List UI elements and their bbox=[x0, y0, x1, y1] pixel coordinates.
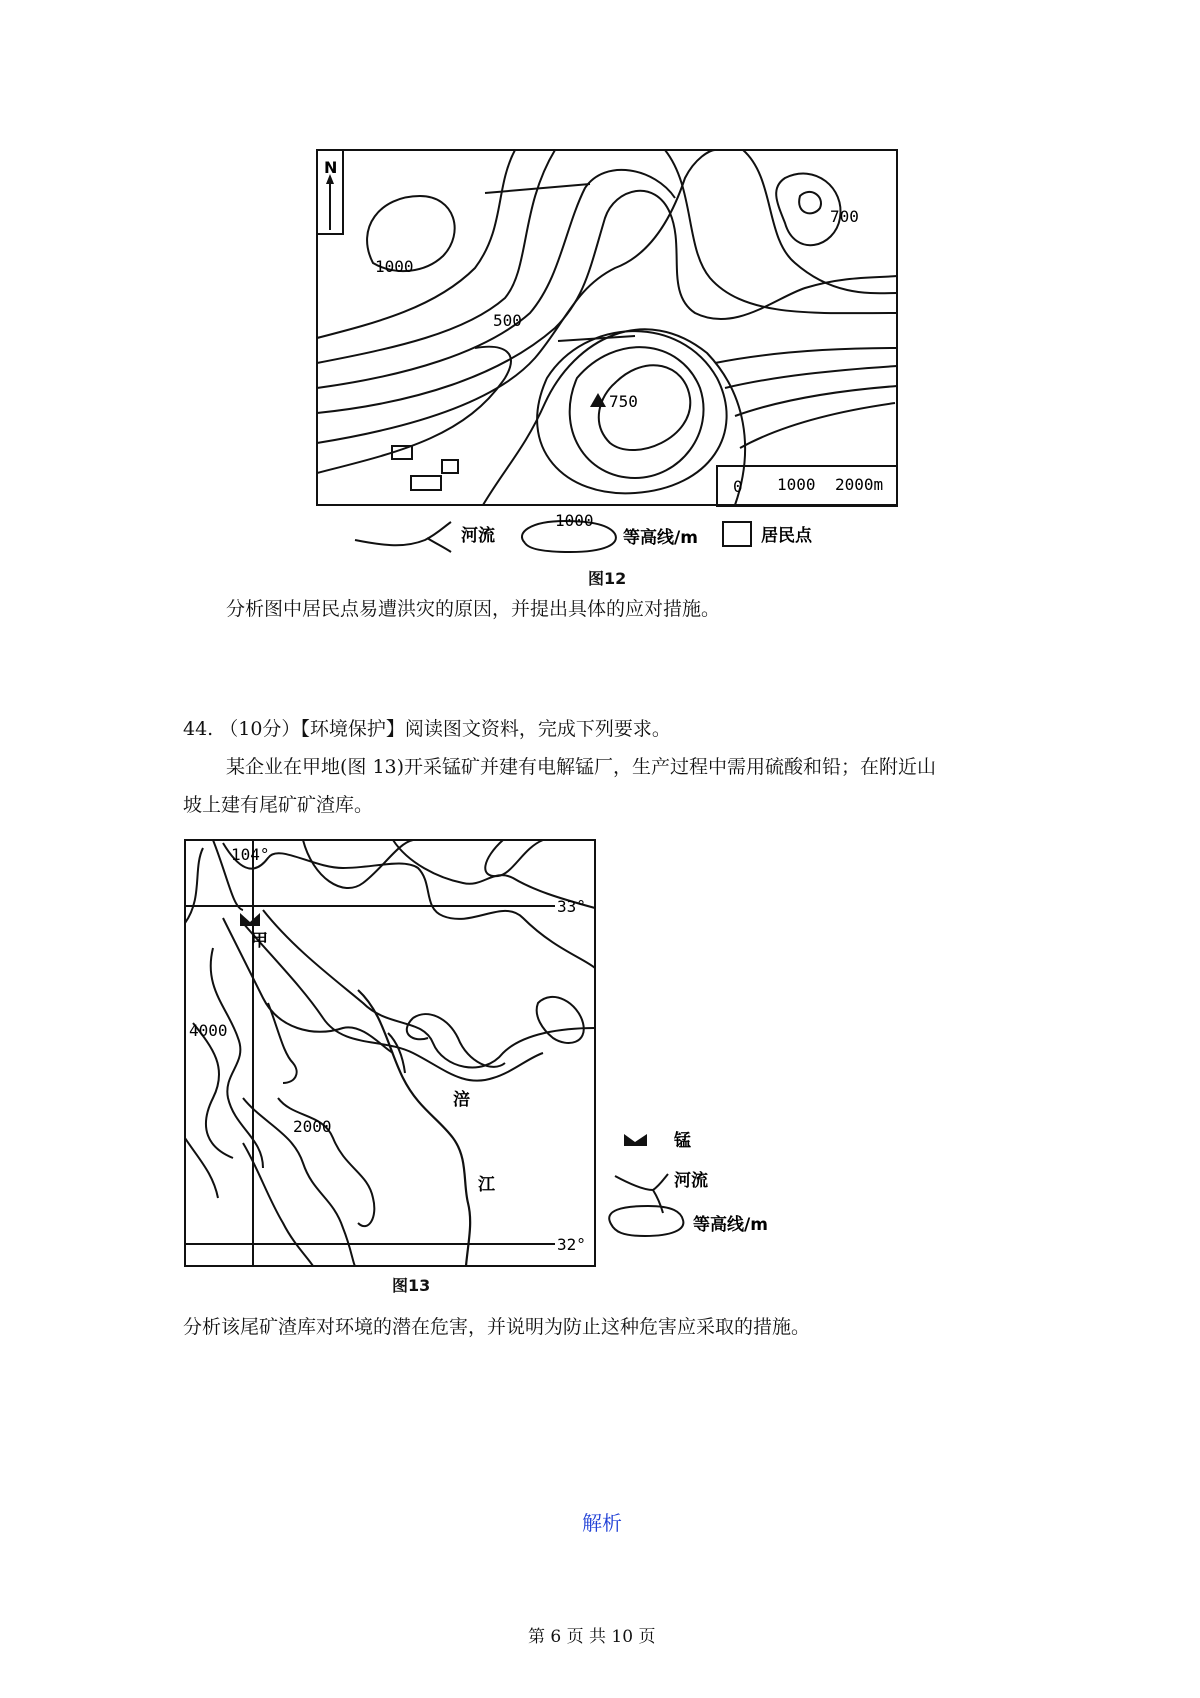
contour-line bbox=[570, 347, 704, 478]
contour-line bbox=[483, 329, 745, 505]
river-line bbox=[558, 336, 635, 341]
legend-river-label: 河流 bbox=[461, 526, 495, 546]
contour-label-4000: 4000 bbox=[189, 1021, 228, 1040]
contour-line bbox=[725, 366, 897, 388]
scale-label-2000m: 2000m bbox=[835, 475, 884, 494]
contour-label-1000: 1000 bbox=[375, 257, 414, 276]
river-name-fu: 涪 bbox=[453, 1090, 470, 1110]
contour-line bbox=[735, 386, 897, 416]
contour-line bbox=[317, 150, 555, 363]
figure-13-map bbox=[183, 838, 783, 1308]
latitude-label-33: 33° bbox=[557, 897, 586, 916]
analysis-link[interactable]: 解析 bbox=[582, 1511, 622, 1535]
manganese-mine-icon bbox=[240, 913, 260, 926]
contour-label-700: 700 bbox=[830, 207, 859, 226]
scale-label-0: 0 bbox=[733, 477, 743, 496]
contour-line bbox=[485, 840, 543, 876]
river-name-jiang: 江 bbox=[478, 1175, 495, 1195]
summit-elevation-label: 750 bbox=[609, 392, 638, 411]
legend-settlement-label: 居民点 bbox=[761, 526, 812, 546]
settlement-marker bbox=[411, 476, 441, 490]
contour-line bbox=[268, 1003, 297, 1083]
scale-label-1000: 1000 bbox=[777, 475, 816, 494]
contour-line bbox=[799, 192, 821, 213]
contour-line bbox=[537, 331, 726, 493]
question-43-prompt: 分析图中居民点易遭洪灾的原因，并提出具体的应对措施。 bbox=[226, 598, 721, 620]
contour-line bbox=[537, 997, 584, 1043]
north-label: N bbox=[324, 158, 338, 177]
summit-triangle-icon bbox=[590, 393, 606, 407]
figure-12-topographic-map bbox=[315, 148, 915, 568]
legend-settlement-symbol bbox=[723, 522, 751, 546]
map-frame bbox=[317, 150, 897, 505]
question-44-material-line-1: 某企业在甲地(图 13)开采锰矿并建有电解锰厂，生产过程中需用硫酸和铅；在附近山 bbox=[226, 756, 937, 778]
contour-line bbox=[263, 910, 595, 1067]
contour-line bbox=[743, 150, 897, 293]
contour-line bbox=[407, 1014, 505, 1067]
contour-line bbox=[665, 150, 897, 313]
settlement-marker bbox=[442, 460, 458, 473]
longitude-label-104: 104° bbox=[231, 845, 270, 864]
legend-contour-label: 等高线/m bbox=[623, 528, 698, 548]
legend-contour-label: 等高线/m bbox=[693, 1215, 768, 1235]
river-tributary bbox=[388, 1033, 405, 1073]
contour-label-500: 500 bbox=[493, 311, 522, 330]
legend-manganese-icon bbox=[624, 1134, 647, 1146]
contour-label-2000: 2000 bbox=[293, 1117, 332, 1136]
contour-line bbox=[317, 150, 515, 338]
legend-contour-symbol bbox=[609, 1206, 683, 1236]
contour-line bbox=[317, 191, 897, 413]
latitude-label-32: 32° bbox=[557, 1235, 586, 1254]
contour-line bbox=[223, 918, 393, 1053]
figure-13-caption: 图13 bbox=[392, 1276, 431, 1295]
map-frame bbox=[185, 840, 595, 1266]
contour-line bbox=[185, 1138, 218, 1198]
legend-manganese-label: 锰 bbox=[674, 1131, 691, 1151]
legend-contour-sample-label: 1000 bbox=[555, 511, 594, 530]
question-44-prompt: 分析该尾矿渣库对环境的潜在危害，并说明为防止这种危害应采取的措施。 bbox=[183, 1316, 811, 1338]
page-number-footer: 第 6 页 共 10 页 bbox=[528, 1627, 656, 1647]
question-44-header: 44. （10分）【环境保护】阅读图文资料，完成下列要求。 bbox=[183, 718, 671, 740]
site-jia-label: 甲 bbox=[251, 931, 268, 951]
question-44-material-line-2: 坡上建有尾矿矿渣库。 bbox=[183, 794, 374, 816]
legend-river-label: 河流 bbox=[674, 1171, 708, 1191]
legend-river-symbol bbox=[355, 522, 451, 552]
contour-line bbox=[317, 170, 675, 388]
contour-line bbox=[740, 403, 895, 448]
figure-12-caption: 图12 bbox=[588, 569, 627, 588]
contour-line bbox=[715, 348, 897, 363]
